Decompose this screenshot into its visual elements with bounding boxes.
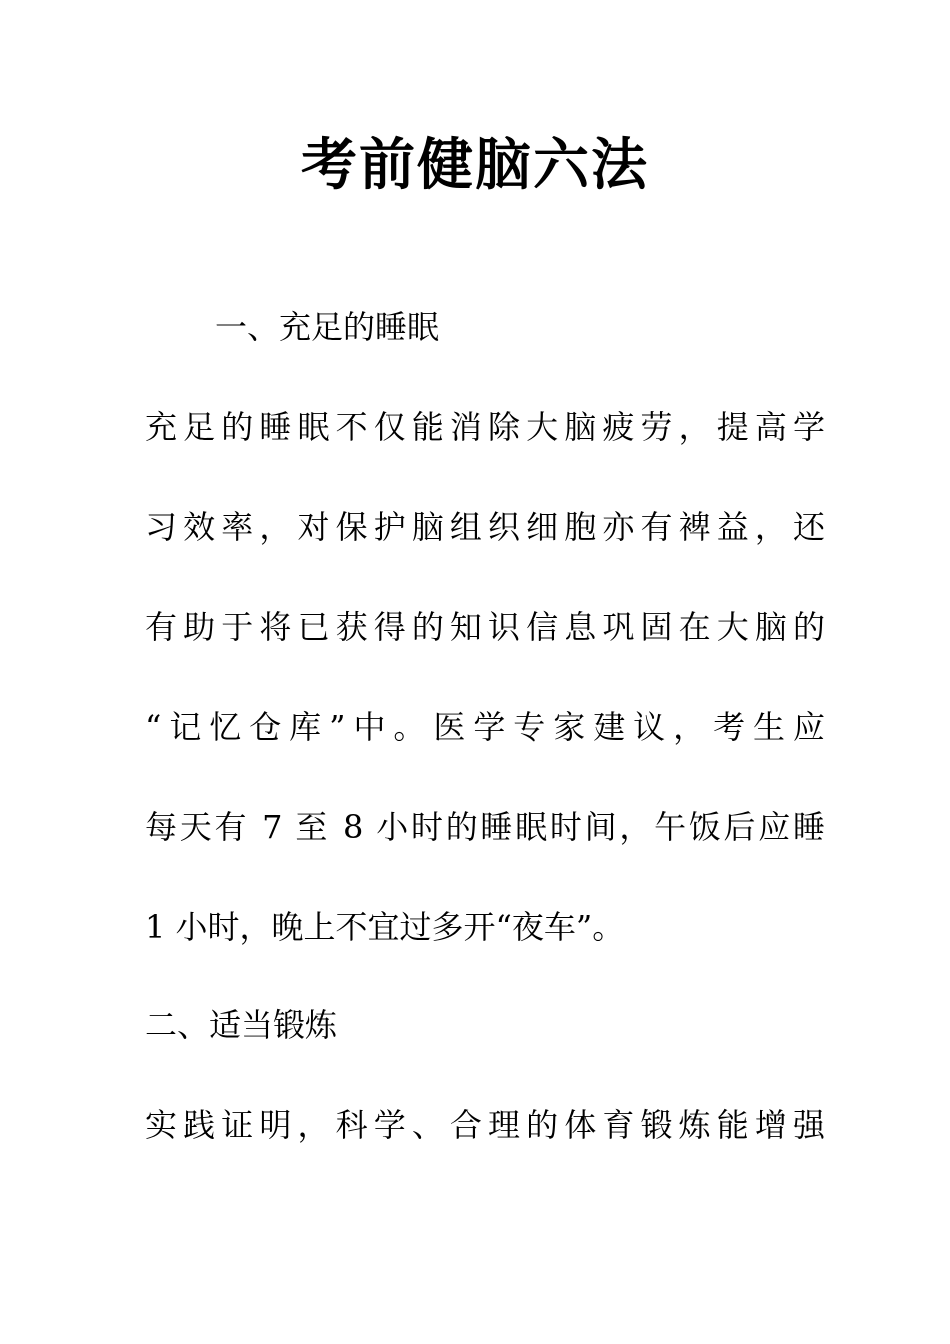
paragraph-line: “记忆仓库”中。医学专家建议，考生应 xyxy=(145,708,825,746)
paragraph-line-last: 1 小时，晚上不宜过多开“夜车”。 xyxy=(145,908,625,946)
page-title: 考前健脑六法 xyxy=(301,133,649,198)
paragraph-line: 每天有 7 至 8 小时的睡眠时间，午饭后应睡 xyxy=(145,808,825,846)
paragraph-line: 充足的睡眠不仅能消除大脑疲劳，提高学 xyxy=(145,408,825,446)
paragraph-line: 实践证明，科学、合理的体育锻炼能增强 xyxy=(145,1106,825,1144)
paragraph-line: 有助于将已获得的知识信息巩固在大脑的 xyxy=(145,608,825,646)
paragraph-line: 习效率，对保护脑组织细胞亦有裨益，还 xyxy=(145,508,825,546)
section-heading-exercise: 二、适当锻炼 xyxy=(145,1006,338,1044)
section-heading-sleep: 一、充足的睡眠 xyxy=(215,308,440,346)
